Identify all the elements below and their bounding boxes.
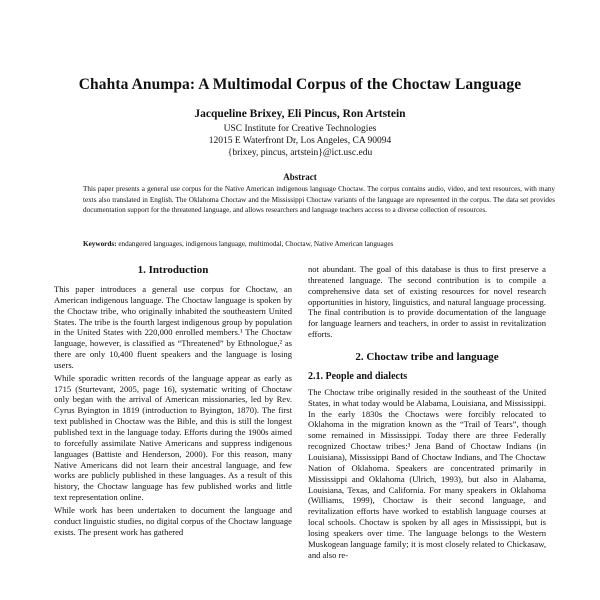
intro-paragraph-1: This paper introduces a general use corpus for Choctaw, an American indigenous language. The Choctaw language is spoken by the Choctaw tribe, who originally inhabited the southeastern United States. The tribe is the fourth largest indigenous group by population in the United States with 220,000 enrolled members.¹ The Choctaw language, however, is classified as “Threatened” by Ethnologue,² as there are only 10,400 fluent speakers and the language is losing users.	[54, 284, 292, 370]
right-column	[308, 264, 546, 562]
paper-authors: Jacqueline Brixey, Eli Pincus, Ron Artstein	[194, 108, 406, 120]
affiliation-address: 12015 E Waterfront Dr, Los Angeles, CA 90094	[208, 136, 392, 146]
section-heading-choctaw-tribe: 2. Choctaw tribe and language	[355, 350, 499, 363]
affiliation-institution: USC Institute for Creative Technologies	[223, 124, 377, 134]
affiliation-email: {brixey, pincus, artstein}@ict.usc.edu	[227, 148, 373, 158]
subsection-heading-people: 2.1. People and dialects	[308, 370, 408, 382]
abstract-text: This paper presents a general use corpus for the Native American indigenous language Choctaw. The corpus contains audio, video, and text resources, with many texts also translated in English. The Oklahoma Choctaw and the Mississippi Choctaw variants of the language are represented in the corpus. The data set provides documentation support for the threatened language, and allows researchers and language teachers access to a diverse collection of resources.	[83, 185, 555, 215]
left-column	[54, 264, 292, 539]
section-heading-introduction: 1. Introduction	[137, 264, 209, 276]
intro-paragraph-continued: not abundant. The goal of this database is thus to first preserve a threatened language. The second contribution is to compile a comprehensive data set of existing resources for novel research opportunities in history, linguistics, and natural language processing. The final contribution is to provide documentation of the language for language learners and teachers, in order to assist in revitalization efforts.	[308, 264, 546, 340]
paper-title: Chahta Anumpa: A Multimodal Corpus of the Choctaw Language	[78, 76, 522, 93]
keywords-label: Keywords:	[83, 240, 117, 248]
keywords-line	[83, 239, 555, 249]
keywords-text: endangered languages, indigenous language, multimodal, Choctaw, Native American languages	[118, 240, 394, 248]
intro-paragraph-3: While work has been undertaken to document the language and conduct linguistic studies, no digital corpus of the Choctaw language exists. The present work has gathered	[54, 504, 292, 537]
intro-paragraph-2: While sporadic written records of the language appear as early as 1715 (Sturtevant, 2005, page 16), systematic writing of Choctaw only began with the arrival of American missionaries, led by Rev. Cyrus Byington in 1819 (introduction to Byington, 1870). The first text published in Choctaw was the Bible, and this is still the longest published text in the language today. Efforts during the 1900s aimed to forcefully assimilate Native Americans and suppress indigenous languages (Battiste and Henderson, 2000). For this reason, many Native Americans did not learn their ancestral language, and few works are publicly published in these languages. As a result of this history, the Choctaw language has few published works and little text representation online.	[54, 372, 292, 503]
people-paragraph: The Choctaw tribe originally resided in the southeast of the United States, in what today would be Alabama, Louisiana, and Mississippi. In the early 1830s the Choctaws were forcibly relocated to Oklahoma in the migration known as the “Trail of Tears”, though some remained in Mississippi. Today there are three Federally recognized Choctaw tribes:³ Jena Band of Choctaw Indians (in Louisiana), Mississippi Band of Choctaw Indians, and The Choctaw Nation of Oklahoma. Speakers are concentrated primarily in Mississippi and Oklahoma (Ulrich, 1993), but also in Alabama, Louisiana, Texas, and California. For many speakers in Oklahoma (Williams, 1999), Choctaw is their second language, and revitalization efforts have worked to establish language courses at local schools. Choctaw is spoken by all ages in Mississippi, but is losing speakers over time. The language belongs to the Western Muskogean language family; it is most closely related to Chickasaw, and also re-	[308, 386, 546, 560]
abstract-heading: Abstract	[283, 172, 317, 182]
